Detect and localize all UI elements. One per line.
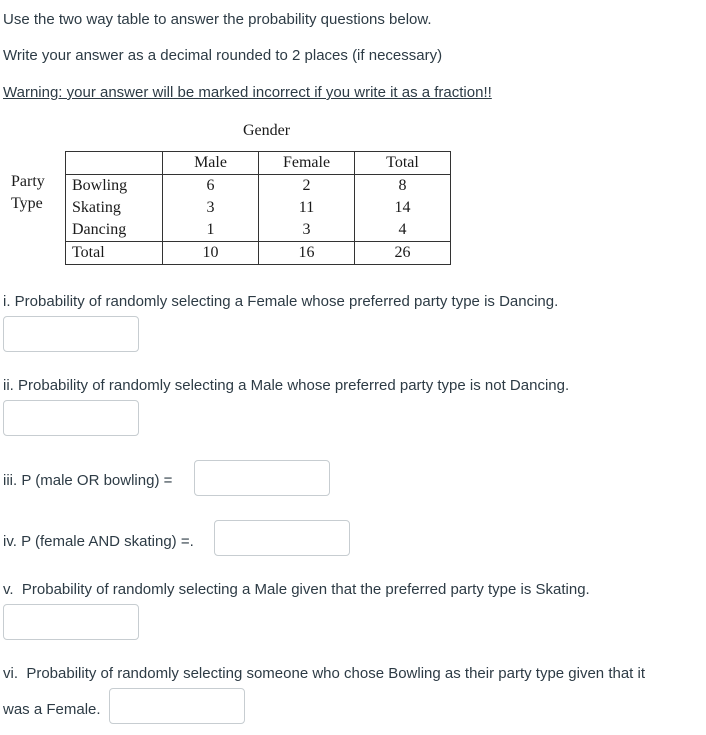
table-row-total (66, 242, 451, 265)
cell-female: 11 (259, 197, 355, 219)
table-row-skating (66, 197, 451, 219)
question-text: Probability of randomly selecting a Male given that the preferred party type is Skating. (21, 581, 590, 598)
row-group-label-type: Type (11, 195, 43, 212)
header-male: Male (163, 152, 259, 175)
question-text: P (male OR bowling) = (21, 472, 173, 489)
question-number: iii. (3, 472, 18, 489)
answer-input-1[interactable] (3, 316, 139, 352)
cell-total: 4 (355, 219, 451, 242)
row-group-label-party: Party (11, 173, 45, 190)
table-row-bowling (66, 175, 451, 198)
question-number: i. (3, 293, 11, 310)
answer-input-6[interactable] (109, 688, 245, 724)
question-6 (3, 665, 645, 682)
cell-male: 10 (163, 242, 259, 265)
cell-male: 3 (163, 197, 259, 219)
answer-input-4[interactable] (214, 520, 350, 556)
question-text: Probability of randomly selecting someone who chose Bowling as their party type given that it (26, 665, 646, 682)
cell-male: 1 (163, 219, 259, 242)
cell-total: 8 (355, 175, 451, 198)
question-1 (3, 293, 558, 310)
answer-input-5[interactable] (3, 604, 139, 640)
question-number: ii. (3, 377, 14, 394)
warning-text: Warning: your answer will be marked incorrect if you write it as a fraction!! (3, 84, 492, 101)
question-6-continuation: was a Female. (3, 701, 101, 718)
instruction-line-2: Write your answer as a decimal rounded to 2 places (if necessary) (3, 47, 443, 64)
row-label: Total (66, 242, 163, 265)
cell-male: 6 (163, 175, 259, 198)
instruction-line-1: Use the two way table to answer the probability questions below. (3, 11, 432, 28)
table-row-dancing (66, 219, 451, 242)
table-corner-cell (66, 152, 163, 175)
question-text: Probability of randomly selecting a Female whose preferred party type is Dancing. (14, 293, 559, 310)
row-label: Skating (66, 197, 163, 219)
cell-female: 2 (259, 175, 355, 198)
question-4 (3, 533, 194, 550)
question-number: iv. (3, 533, 17, 550)
row-label: Bowling (66, 175, 163, 198)
table-title: Gender (243, 122, 291, 139)
question-2 (3, 377, 569, 394)
question-number: v. (3, 581, 14, 598)
question-number: vi. (3, 665, 18, 682)
table-header-row (66, 152, 451, 175)
header-female: Female (259, 152, 355, 175)
cell-female: 3 (259, 219, 355, 242)
two-way-table (65, 151, 451, 265)
answer-input-3[interactable] (194, 460, 330, 496)
question-3 (3, 472, 172, 489)
question-5 (3, 581, 590, 598)
cell-total: 14 (355, 197, 451, 219)
row-label: Dancing (66, 219, 163, 242)
answer-input-2[interactable] (3, 400, 139, 436)
cell-female: 16 (259, 242, 355, 265)
question-text: P (female AND skating) =. (21, 533, 194, 550)
question-text: Probability of randomly selecting a Male whose preferred party type is not Dancing. (18, 377, 570, 394)
cell-total: 26 (355, 242, 451, 265)
header-total: Total (355, 152, 451, 175)
